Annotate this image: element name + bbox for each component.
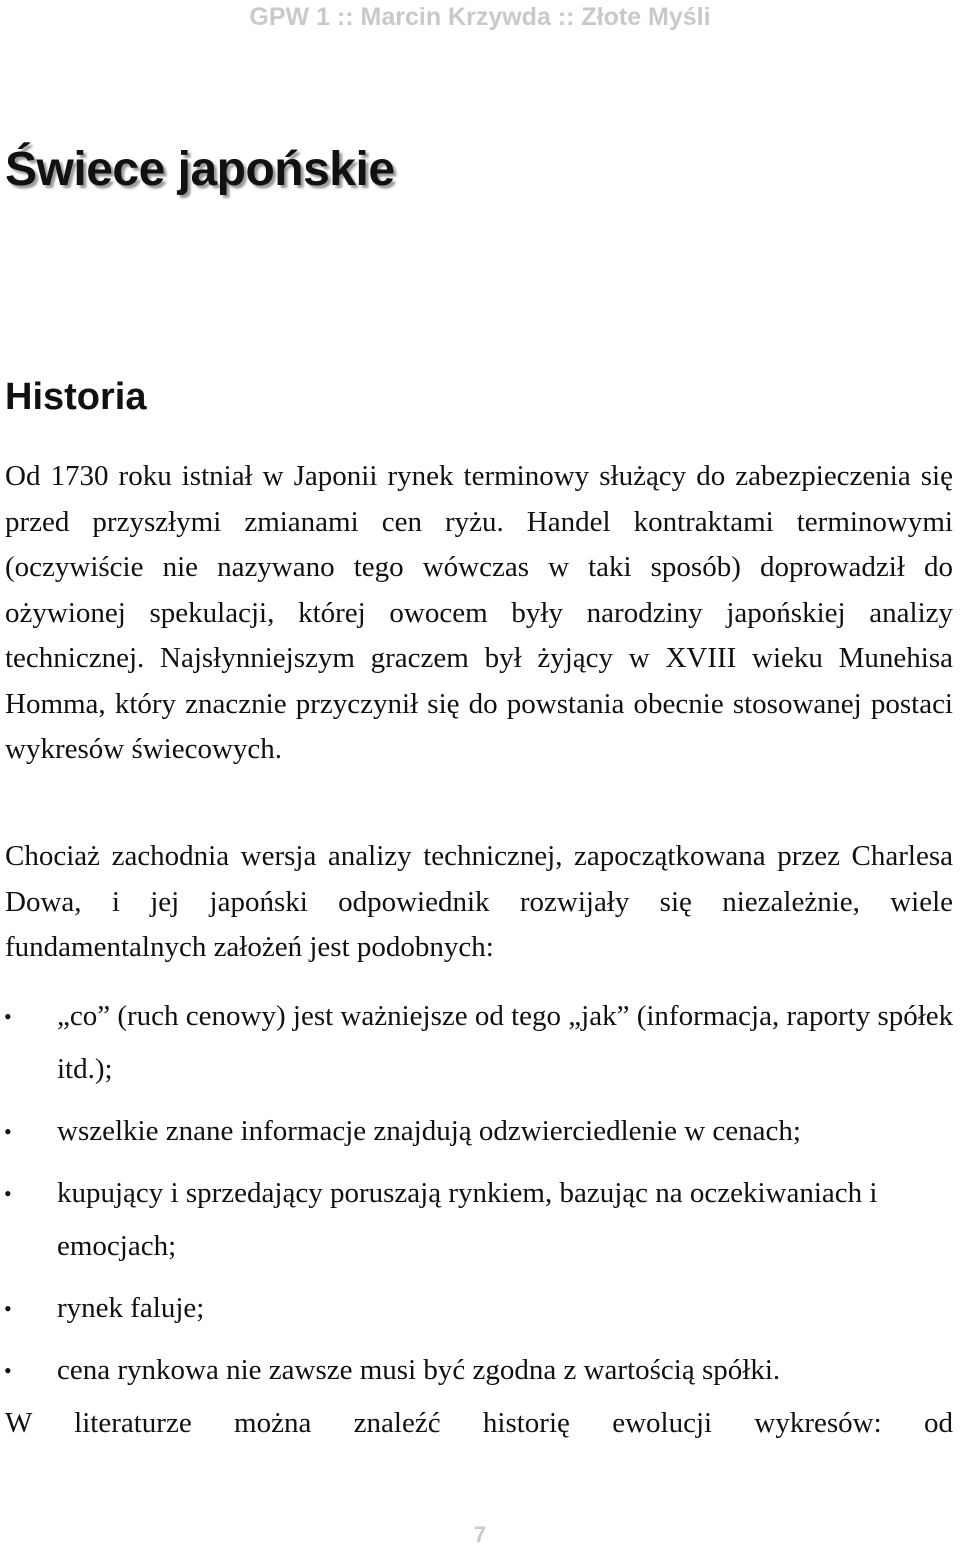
- page-number: 7: [473, 1522, 487, 1547]
- chapter-title: Świece japońskie: [5, 143, 395, 196]
- bullet-icon: •: [4, 1119, 12, 1144]
- list-item-text: „co” (ruch cenowy) jest ważniejsze od tego „jak” (informacja, raporty spółek itd.);: [57, 1000, 954, 1085]
- bullet-icon: •: [4, 1296, 12, 1321]
- list-item-text: rynek faluje;: [57, 1292, 205, 1324]
- running-header: GPW 1 :: Marcin Krzywda :: Złote Myśli: [249, 3, 711, 31]
- list-item-text: cena rynkowa nie zawsze musi być zgodna z wartością spółki.: [57, 1354, 781, 1386]
- list-item: [0, 1282, 955, 1335]
- bullet-icon: •: [4, 1358, 12, 1383]
- list-item: [0, 1105, 955, 1158]
- paragraph-history: Od 1730 roku istniał w Japonii rynek terminowy służący do zabezpieczenia się przed przyszłymi zmianami cen ryżu. Handel kontraktami terminowymi (oczywiście nie nazywano tego wówczas w taki sposób) doprowadził do ożywionej spekulacji, której owocem były narodziny japońskiej analizy technicznej. Najsłynniejszym graczem był żyjący w XVIII wieku Munehisa Homma, który znacznie przyczynił się do powstania obecnie stosowanej postaci wykresów świecowych.: [5, 460, 953, 765]
- list-item: [0, 1344, 955, 1397]
- section-title: Historia: [5, 376, 147, 418]
- list-item-text: wszelkie znane informacje znajdują odzwierciedlenie w cenach;: [57, 1115, 801, 1147]
- assumptions-list: [0, 990, 955, 1406]
- bullet-icon: •: [4, 1004, 12, 1029]
- bullet-icon: •: [4, 1181, 12, 1206]
- paragraph-literature: W literaturze można znaleźć historię ewolucji wykresów: od: [5, 1407, 953, 1439]
- paragraph-assumptions-intro: Chociaż zachodnia wersja analizy technicznej, zapoczątkowana przez Charlesa Dowa, i jej japoński odpowiednik rozwijały się niezależnie, wiele fundamentalnych założeń jest podobnych:: [5, 840, 953, 963]
- list-item: [0, 1167, 955, 1273]
- list-item: [0, 990, 955, 1096]
- list-item-text: kupujący i sprzedający poruszają rynkiem, bazując na oczekiwaniach i emocjach;: [57, 1177, 878, 1262]
